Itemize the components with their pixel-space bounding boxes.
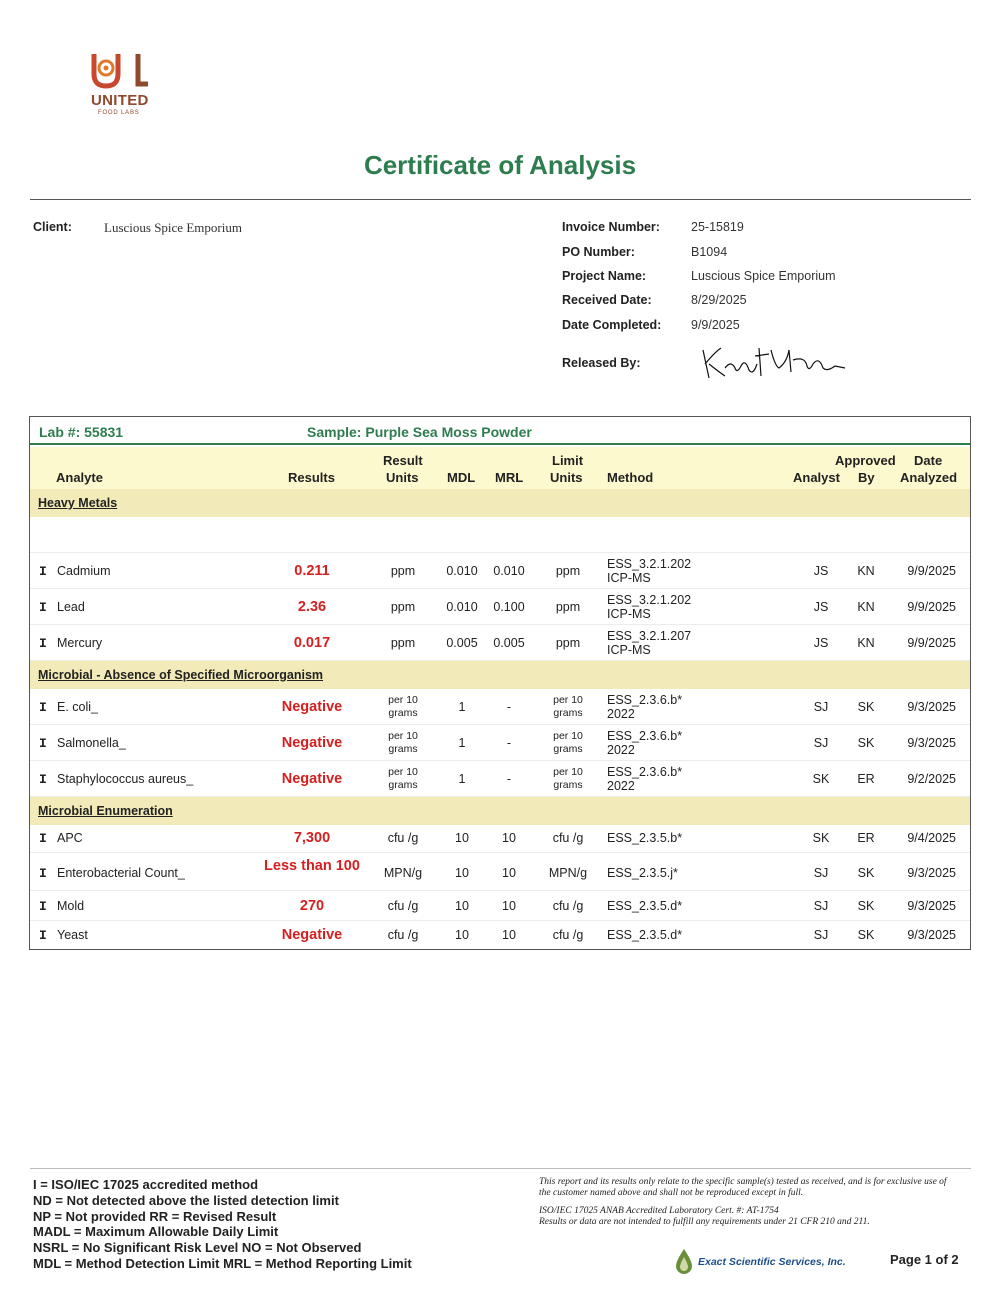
iso-flag: I <box>39 772 47 787</box>
disclaimer-text: ISO/IEC 17025 ANAB Accredited Laboratory Cert. #: AT-1754 Results or data are not intended to fulfill any requirements under 21 CFR 210 and 211. <box>539 1206 870 1227</box>
approved-by: ER <box>857 772 875 786</box>
table-row <box>30 689 970 725</box>
approved-by: SK <box>857 700 875 714</box>
mdl-value: 0.010 <box>446 600 478 614</box>
info-value: Luscious Spice Emporium <box>691 269 836 283</box>
method: ESS_2.3.5.d* <box>607 899 683 913</box>
mrl-value: 10 <box>502 899 516 913</box>
method-sub: ICP-MS <box>607 643 651 657</box>
result-value: Negative <box>281 735 343 751</box>
iso-flag: I <box>39 736 47 751</box>
analyst: SJ <box>813 928 829 942</box>
limit-units: ppm <box>555 600 581 614</box>
result-units-sub: grams <box>388 743 418 755</box>
col-date-1: Date <box>914 453 943 468</box>
analyst: JS <box>813 636 829 650</box>
col-approved-2: By <box>858 470 875 485</box>
table-row <box>30 891 970 921</box>
mdl-value: 1 <box>458 736 466 750</box>
info-label: Date Completed: <box>562 318 662 332</box>
analyte-name: Salmonella_ <box>57 736 126 750</box>
approved-by: KN <box>857 600 875 614</box>
result-units: ppm <box>390 636 416 650</box>
info-label: Invoice Number: <box>562 220 660 234</box>
client-value: Luscious Spice Emporium <box>104 220 242 235</box>
col-analyst: Analyst <box>793 470 840 485</box>
table-row <box>30 553 970 589</box>
limit-units: ppm <box>555 636 581 650</box>
result-units: cfu /g <box>387 928 419 942</box>
table-row <box>30 725 970 761</box>
ess-logo-icon <box>672 1247 696 1275</box>
analyst: SJ <box>813 736 829 750</box>
section-microbial-enumeration <box>30 797 970 825</box>
section-title: Heavy Metals <box>38 496 118 510</box>
method: ESS_2.3.6.b* <box>607 765 683 779</box>
limit-units: cfu /g <box>552 831 584 845</box>
disclaimer <box>539 1177 959 1235</box>
info-value: B1094 <box>691 245 728 259</box>
col-limit-units-2: Units <box>550 470 583 485</box>
col-mrl: MRL <box>495 470 524 485</box>
page-title: Certificate of Analysis <box>363 150 637 180</box>
iso-flag: I <box>39 866 47 881</box>
date-analyzed: 9/2/2025 <box>907 772 956 786</box>
info-value: 8/29/2025 <box>691 293 747 307</box>
analyte-name: Staphylococcus aureus_ <box>57 772 194 786</box>
analyte-name: Lead <box>57 600 85 614</box>
result-value: 0.211 <box>294 563 330 579</box>
col-mdl: MDL <box>447 470 476 485</box>
analyte-name: APC <box>57 831 83 845</box>
result-units: per 10 <box>388 694 418 706</box>
method: ESS_2.3.6.b* <box>607 729 683 743</box>
spacer-row <box>30 517 970 553</box>
client-label: Client: <box>33 220 72 234</box>
result-value: Negative <box>281 927 343 943</box>
method: ESS_3.2.1.202 <box>607 593 692 607</box>
limit-units: per 10 <box>553 694 583 706</box>
method-sub: 2022 <box>607 779 635 793</box>
result-units: ppm <box>390 600 416 614</box>
mdl-value: 1 <box>458 700 466 714</box>
analyte-name: Mold <box>57 899 85 913</box>
approved-by: SK <box>857 736 875 750</box>
limit-units-sub: grams <box>553 707 583 719</box>
limit-units: MPN/g <box>548 866 588 880</box>
mdl-value: 1 <box>458 772 466 786</box>
iso-flag: I <box>39 636 47 651</box>
legend-line: MDL = Method Detection Limit MRL = Method Reporting Limit <box>33 1255 412 1271</box>
approved-by: SK <box>857 866 875 880</box>
table-row <box>30 921 970 949</box>
logo-name: UNITED <box>91 92 149 109</box>
method-sub: 2022 <box>607 743 635 757</box>
method: ESS_2.3.5.d* <box>607 928 683 942</box>
result-units: per 10 <box>388 766 418 778</box>
limit-units: cfu /g <box>552 928 584 942</box>
ess-company-name: Exact Scientific Services, Inc. <box>698 1256 846 1268</box>
info-label: Released By: <box>562 356 641 370</box>
iso-flag: I <box>39 700 47 715</box>
result-units-sub: grams <box>388 707 418 719</box>
analyte-name: E. coli_ <box>57 700 98 714</box>
date-analyzed: 9/9/2025 <box>907 564 956 578</box>
legend-line: NP = Not provided RR = Revised Result <box>33 1208 277 1224</box>
info-label: Project Name: <box>562 269 647 283</box>
result-units: MPN/g <box>383 866 423 880</box>
result-units: cfu /g <box>387 831 419 845</box>
logo-mark-icon <box>90 52 150 90</box>
col-results: Results <box>288 470 335 485</box>
limit-units: ppm <box>555 564 581 578</box>
section-microbial-absence <box>30 661 970 689</box>
analyte-name: Yeast <box>57 928 88 942</box>
col-approved-1: Approved <box>835 453 896 468</box>
approved-by: KN <box>857 564 875 578</box>
iso-flag: I <box>39 600 47 615</box>
result-units-sub: grams <box>388 779 418 791</box>
approved-by: ER <box>857 831 875 845</box>
date-analyzed: 9/3/2025 <box>907 866 956 880</box>
limit-units: per 10 <box>553 730 583 742</box>
results-table <box>29 416 971 950</box>
date-analyzed: 9/4/2025 <box>907 831 956 845</box>
analyst: SJ <box>813 866 829 880</box>
analyte-name: Enterobacterial Count_ <box>57 866 185 880</box>
disclaimer-text: This report and its results only relate to the specific sample(s) tested as received, and is for exclusive use of the customer named above and shall not be reproduced except in full. <box>539 1177 947 1198</box>
legend-line: ND = Not detected above the listed detection limit <box>33 1192 339 1208</box>
page-number: Page 1 of 2 <box>890 1252 959 1267</box>
abbreviation-legend <box>33 1177 412 1272</box>
legend-line: MADL = Maximum Allowable Daily Limit <box>33 1224 279 1240</box>
info-label: Received Date: <box>562 293 652 307</box>
method-sub: ICP-MS <box>607 571 651 585</box>
method: ESS_3.2.1.207 <box>607 629 692 643</box>
date-analyzed: 9/3/2025 <box>907 899 956 913</box>
table-row <box>30 853 970 891</box>
signature-icon <box>695 342 850 382</box>
date-analyzed: 9/3/2025 <box>907 928 956 942</box>
result-units: cfu /g <box>387 899 419 913</box>
mrl-value: 10 <box>502 866 516 880</box>
iso-flag: I <box>39 564 47 579</box>
mrl-value: 10 <box>502 831 516 845</box>
date-analyzed: 9/9/2025 <box>907 636 956 650</box>
table-row <box>30 589 970 625</box>
mrl-value: 0.010 <box>493 564 525 578</box>
mdl-value: 10 <box>455 831 469 845</box>
logo-subtitle: FOOD LABS <box>98 110 140 116</box>
limit-units-sub: grams <box>553 743 583 755</box>
analyst: SJ <box>813 700 829 714</box>
limit-units: cfu /g <box>552 899 584 913</box>
method-sub: ICP-MS <box>607 607 651 621</box>
date-analyzed: 9/9/2025 <box>907 600 956 614</box>
col-result-units-2: Units <box>386 470 419 485</box>
result-value: 2.36 <box>297 599 327 615</box>
col-method: Method <box>607 470 654 485</box>
approved-by: KN <box>857 636 875 650</box>
result-value: Negative <box>281 771 343 787</box>
col-result-units-1: Result <box>383 453 423 468</box>
method: ESS_3.2.1.202 <box>607 557 692 571</box>
result-value: 7,300 <box>293 830 331 846</box>
col-date-2: Analyzed <box>900 470 958 485</box>
section-title: Microbial - Absence of Specified Microorganism <box>38 668 324 682</box>
analyte-name: Mercury <box>57 636 103 650</box>
limit-units: per 10 <box>553 766 583 778</box>
result-value: 270 <box>299 898 325 914</box>
mrl-value: - <box>506 700 512 714</box>
section-title: Microbial Enumeration <box>38 804 173 818</box>
legend-line: NSRL = No Significant Risk Level NO = Not Observed <box>33 1240 362 1256</box>
info-value: 25-15819 <box>691 220 744 234</box>
united-food-labs-logo <box>86 52 156 122</box>
method: ESS_2.3.6.b* <box>607 693 683 707</box>
approved-by: SK <box>857 899 875 913</box>
lab-number: Lab #: 55831 <box>39 424 124 440</box>
info-value: 9/9/2025 <box>691 318 740 332</box>
footer-divider <box>30 1168 971 1169</box>
section-heavy-metals <box>30 489 970 517</box>
method: ESS_2.3.5.j* <box>607 866 678 880</box>
analyst: JS <box>813 564 829 578</box>
method-sub: 2022 <box>607 707 635 721</box>
lab-bar <box>30 417 970 445</box>
analyst: SK <box>812 831 830 845</box>
col-analyte: Analyte <box>56 470 103 485</box>
result-value: Negative <box>281 699 343 715</box>
result-units: ppm <box>390 564 416 578</box>
mrl-value: - <box>506 772 512 786</box>
date-analyzed: 9/3/2025 <box>907 736 956 750</box>
mrl-value: 10 <box>502 928 516 942</box>
mrl-value: - <box>506 736 512 750</box>
date-analyzed: 9/3/2025 <box>907 700 956 714</box>
analyst: SJ <box>813 899 829 913</box>
mrl-value: 0.005 <box>493 636 525 650</box>
result-value: 0.017 <box>293 635 331 651</box>
table-row <box>30 625 970 661</box>
approved-by: SK <box>857 928 875 942</box>
result-value: Less than 100 <box>264 858 360 874</box>
analyst: JS <box>813 600 829 614</box>
sample-name: Sample: Purple Sea Moss Powder <box>307 424 532 440</box>
iso-flag: I <box>39 831 47 846</box>
mdl-value: 0.005 <box>446 636 478 650</box>
limit-units-sub: grams <box>553 779 583 791</box>
mrl-value: 0.100 <box>493 600 525 614</box>
result-units: per 10 <box>388 730 418 742</box>
table-row <box>30 761 970 797</box>
analyst: SK <box>812 772 830 786</box>
iso-flag: I <box>39 899 47 914</box>
legend-line: I = ISO/IEC 17025 accredited method <box>33 1177 259 1192</box>
table-header <box>30 447 970 489</box>
info-label: PO Number: <box>562 245 635 259</box>
mdl-value: 0.010 <box>446 564 478 578</box>
mdl-value: 10 <box>455 899 469 913</box>
iso-flag: I <box>39 928 47 943</box>
table-row <box>30 825 970 853</box>
analyte-name: Cadmium <box>57 564 111 578</box>
method: ESS_2.3.5.b* <box>607 831 683 845</box>
mdl-value: 10 <box>455 928 469 942</box>
mdl-value: 10 <box>455 866 469 880</box>
title-divider <box>30 199 971 200</box>
col-limit-units-1: Limit <box>552 453 584 468</box>
